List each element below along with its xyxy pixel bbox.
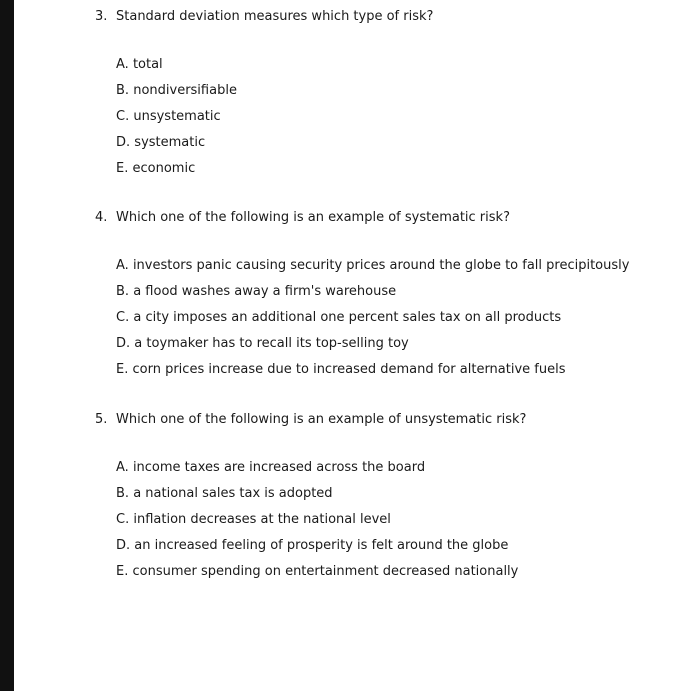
option-text: consumer spending on entertainment decreased nationally — [132, 564, 519, 579]
option-text: nondiversifiable — [133, 83, 237, 98]
option-text: economic — [132, 161, 196, 176]
option-list — [116, 258, 685, 388]
question-text: Which one of the following is an example of unsystematic risk? — [116, 412, 527, 427]
question-number: 4. — [95, 210, 108, 225]
option-letter: E. — [116, 161, 129, 176]
option-letter: B. — [116, 83, 130, 98]
option-d — [116, 538, 685, 564]
option-letter: E. — [116, 564, 129, 579]
option-letter: A. — [116, 57, 129, 72]
question-4 — [95, 210, 685, 388]
option-text: a national sales tax is adopted — [133, 486, 333, 501]
question-stem — [95, 412, 685, 428]
option-c — [116, 310, 685, 336]
question-number: 3. — [95, 9, 108, 24]
option-letter: B. — [116, 486, 130, 501]
option-e — [116, 161, 685, 187]
question-5 — [95, 412, 685, 590]
left-edge-bar — [0, 0, 14, 691]
question-stem — [95, 9, 685, 25]
option-text: unsystematic — [133, 109, 221, 124]
option-letter: C. — [116, 512, 130, 527]
option-a — [116, 57, 685, 83]
question-text: Which one of the following is an example of systematic risk? — [116, 210, 510, 225]
question-stem — [95, 210, 685, 226]
option-d — [116, 336, 685, 362]
option-a — [116, 460, 685, 486]
option-letter: D. — [116, 135, 131, 150]
option-letter: A. — [116, 460, 129, 475]
option-text: corn prices increase due to increased demand for alternative fuels — [132, 362, 566, 377]
option-text: income taxes are increased across the board — [132, 460, 426, 475]
option-text: a city imposes an additional one percent sales tax on all products — [133, 310, 562, 325]
option-letter: B. — [116, 284, 130, 299]
option-letter: D. — [116, 538, 131, 553]
option-list — [116, 460, 685, 590]
option-text: investors panic causing security prices around the globe to fall precipitously — [132, 258, 630, 273]
option-text: inflation decreases at the national level — [133, 512, 391, 527]
option-b — [116, 83, 685, 109]
option-text: total — [132, 57, 163, 72]
option-e — [116, 564, 685, 590]
question-text: Standard deviation measures which type of risk? — [116, 9, 434, 24]
question-number: 5. — [95, 412, 108, 427]
option-c — [116, 512, 685, 538]
option-letter: C. — [116, 109, 130, 124]
option-b — [116, 486, 685, 512]
option-text: systematic — [134, 135, 206, 150]
option-text: an increased feeling of prosperity is felt around the globe — [134, 538, 509, 553]
option-d — [116, 135, 685, 161]
option-letter: E. — [116, 362, 129, 377]
option-a — [116, 258, 685, 284]
option-e — [116, 362, 685, 388]
option-c — [116, 109, 685, 135]
question-3 — [95, 9, 685, 187]
option-text: a flood washes away a firm's warehouse — [133, 284, 397, 299]
option-text: a toymaker has to recall its top-selling toy — [134, 336, 409, 351]
option-b — [116, 284, 685, 310]
option-list — [116, 57, 685, 187]
option-letter: D. — [116, 336, 131, 351]
option-letter: C. — [116, 310, 130, 325]
option-letter: A. — [116, 258, 129, 273]
